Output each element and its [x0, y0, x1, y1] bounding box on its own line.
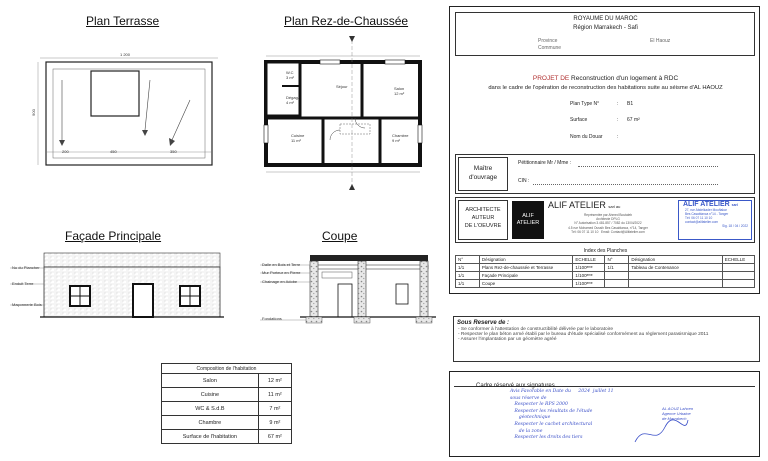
index-header: ECHELLE: [573, 256, 605, 264]
index-table: [455, 255, 755, 288]
signatures-title: Cadre réservé aux signatures: [476, 383, 555, 389]
composition-value: 11 m²: [258, 388, 291, 402]
composition-value: 67 m²: [258, 430, 291, 444]
room-degagement-label: Dégag. 4 m²: [286, 95, 299, 105]
maitre-label: Maître d'ouvrage: [468, 165, 498, 181]
reserve-box: [453, 316, 760, 362]
index-header: Désignation: [479, 256, 572, 264]
table-row: [162, 374, 292, 388]
coupe-title: Coupe: [322, 229, 358, 243]
index-cell: Façade Principale: [479, 272, 572, 280]
terrasse-dim-b2: 450: [110, 149, 117, 154]
room-wc-label: W.C 3 m²: [286, 70, 294, 80]
coupe-label-fondation: Fondations: [262, 316, 282, 321]
signatures-box: [449, 371, 760, 457]
stamp-lines: 27, rue Abdelkader Mouftakar Bes Casablanca n°14 - Tanger Tél: 06 07 11 10 10 contact@alifatelier.com: [685, 208, 729, 224]
composition-label: Surface de l'habitation: [162, 430, 259, 444]
index-cell: [629, 280, 722, 288]
plan-rdc-title: Plan Rez-de-Chaussée: [284, 14, 409, 28]
table-row: [456, 272, 755, 280]
index-cell: 1/100ᵉᵐᵉ: [573, 264, 605, 272]
signature-handwriting: Avis Favorable en Date du 2024 juillet 11 sous réserve de Respecter le RPS 2000 Respecter les résultats de l'étude géotechnique Respecter le cachet architectural de la zone Respecter les droits des tiers: [510, 389, 614, 441]
room-salon-label: Salon 12 m²: [394, 86, 405, 96]
projet-title: [450, 75, 761, 82]
index-cell: [629, 272, 722, 280]
table-row: [162, 430, 292, 444]
region-text: Région Marrakech - Safi: [573, 25, 638, 31]
signature-stamp: AL AOUZ Lahcen Agence Urbaine de Marrakech: [662, 406, 694, 421]
terrasse-dim-b3: 350: [170, 149, 177, 154]
index-cell: Tableau de Contenance: [629, 264, 722, 272]
royaume-text: ROYAUME DU MAROC: [573, 16, 638, 22]
reserve-line-3: - Assurer l'implantation par un géomètre agréé: [458, 337, 557, 342]
index-header: N°: [456, 256, 480, 264]
cin-label: CIN :: [518, 178, 530, 184]
index-cell: Plans Rez-de-chaussée et Terrasse: [479, 264, 572, 272]
petitionnaire-line: [578, 166, 718, 167]
commune-label: Commune: [538, 45, 562, 51]
terrasse-dim-top: 1 200: [120, 52, 131, 57]
index-cell: [605, 280, 629, 288]
surface-value: 67 m²: [627, 117, 640, 123]
reserve-line-1: - Se conformer à l'attestation de constructibilité délivrée par le laboratoire: [458, 327, 614, 332]
index-cell: [605, 272, 629, 280]
index-cell: 1/100ᵉᵐᵉ: [573, 272, 605, 280]
surface-colon: :: [617, 117, 619, 123]
title-block: [449, 6, 760, 294]
table-row: [162, 402, 292, 416]
province-value: El Haouz: [650, 38, 671, 44]
index-cell: [722, 264, 754, 272]
composition-header: Composition de l'habitation: [162, 364, 292, 374]
table-row: [162, 416, 292, 430]
coupe-label-chainage: Chainage en Adobe: [262, 279, 298, 284]
plan-type-value: B1: [627, 101, 634, 107]
atelier-name: ALIF ATELIER: [548, 200, 606, 210]
room-sejour-label: Séjour: [336, 84, 348, 89]
terrasse-dim-b1: 200: [62, 149, 69, 154]
plan-type-label: Plan Type N°: [570, 101, 600, 107]
stamp-name: ALIF ATELIER: [683, 201, 730, 208]
composition-value: 7 m²: [258, 402, 291, 416]
atelier-logo: [512, 201, 544, 239]
composition-label: Cuisine: [162, 388, 259, 402]
stamp-sub: sarl: [731, 203, 738, 207]
atelier-suffix: sarl au: [608, 204, 621, 209]
index-cell: 1/100ᵉᵐᵉ: [573, 280, 605, 288]
index-cell: 1/1: [456, 280, 480, 288]
projet-name: Reconstruction d'un logement à RDC: [571, 75, 679, 82]
index-cell: [722, 280, 754, 288]
index-header: Désignation: [629, 256, 722, 264]
plan-terrasse-title: Plan Terrasse: [86, 14, 160, 28]
index-cell: [722, 272, 754, 280]
composition-label: WC & S.d.B: [162, 402, 259, 416]
douar-label: Nom du Douar: [570, 134, 603, 140]
table-row: [162, 388, 292, 402]
atelier-name-line: [548, 200, 620, 210]
province-label: Province: [538, 38, 558, 44]
room-chambre-label: Chambre 9 m²: [392, 133, 409, 143]
facade-label-enduit: Enduit Terre: [12, 281, 34, 286]
index-header: N°: [605, 256, 629, 264]
stamp-sig: Sig. 18 / 04 / 2022: [722, 224, 748, 228]
reserve-line-2: - Respecter le plan béton armé établi par le bureau d'étude spécialisé conformément au règlement parasismique 2011: [458, 332, 709, 337]
surface-label: Surface: [570, 117, 588, 123]
facade-label-maconnerie: Maçonnerie Bois: [12, 302, 42, 307]
index-cell: 1/1: [456, 272, 480, 280]
signature-scribble: [630, 412, 690, 452]
atelier-stamp: [678, 200, 752, 240]
architecte-label: ARCHITECTE AUTEUR DE L'OEUVRE: [464, 207, 502, 229]
atelier-details: Représentée par Ahmed Boutaleb Architecte DPLG N° Autorisation 3.481.857 / 7082 du 13/04/2022 4.5 rue Mohamed Oussih Bes Casablanca, n°14, Tanger Tél: 06 07 11 10 10 Email: Contact@Alifatelier.com: [568, 213, 648, 234]
projet-subtitle: dans le cadre de l'opération de reconstruction des habitations suite au séisme d'AL HAOUZ: [488, 85, 723, 91]
index-header: ECHELLE: [722, 256, 754, 264]
petitionnaire-label: Pétitionnaire Mr / Mme :: [518, 160, 572, 166]
cin-line: [533, 184, 718, 185]
reserve-title: Sous Reserve de :: [457, 320, 510, 326]
signatures-title-bar: [454, 374, 755, 387]
coupe-label-dalle: Dalle en Bois et Terre: [262, 262, 301, 267]
index-cell: 1/1: [605, 264, 629, 272]
plan-type-colon: :: [617, 101, 619, 107]
index-cell: Coupe: [479, 280, 572, 288]
stamp-name-line: [679, 201, 751, 208]
table-row: [456, 280, 755, 288]
index-header-row: [456, 256, 755, 264]
composition-label: Chambre: [162, 416, 259, 430]
room-cuisine-label: Cuisine 11 m²: [291, 133, 305, 143]
facade-title: Façade Principale: [65, 229, 162, 243]
composition-label: Salon: [162, 374, 259, 388]
index-title: Index des Planches: [583, 248, 628, 254]
facade-label-nu-plancher: Nu du Plancher: [12, 265, 40, 270]
projet-prefix: PROJET DE: [532, 75, 570, 82]
table-row: [456, 264, 755, 272]
composition-value: 9 m²: [258, 416, 291, 430]
logo-text: ALIF ATELIER: [516, 213, 540, 226]
douar-colon: :: [617, 134, 619, 140]
index-cell: 1/1: [456, 264, 480, 272]
composition-value: 12 m²: [258, 374, 291, 388]
coupe-label-plancher: Mur Porteur en Pierre: [262, 270, 301, 275]
composition-table: [161, 363, 292, 444]
terrasse-dim-side: 900: [30, 109, 36, 116]
